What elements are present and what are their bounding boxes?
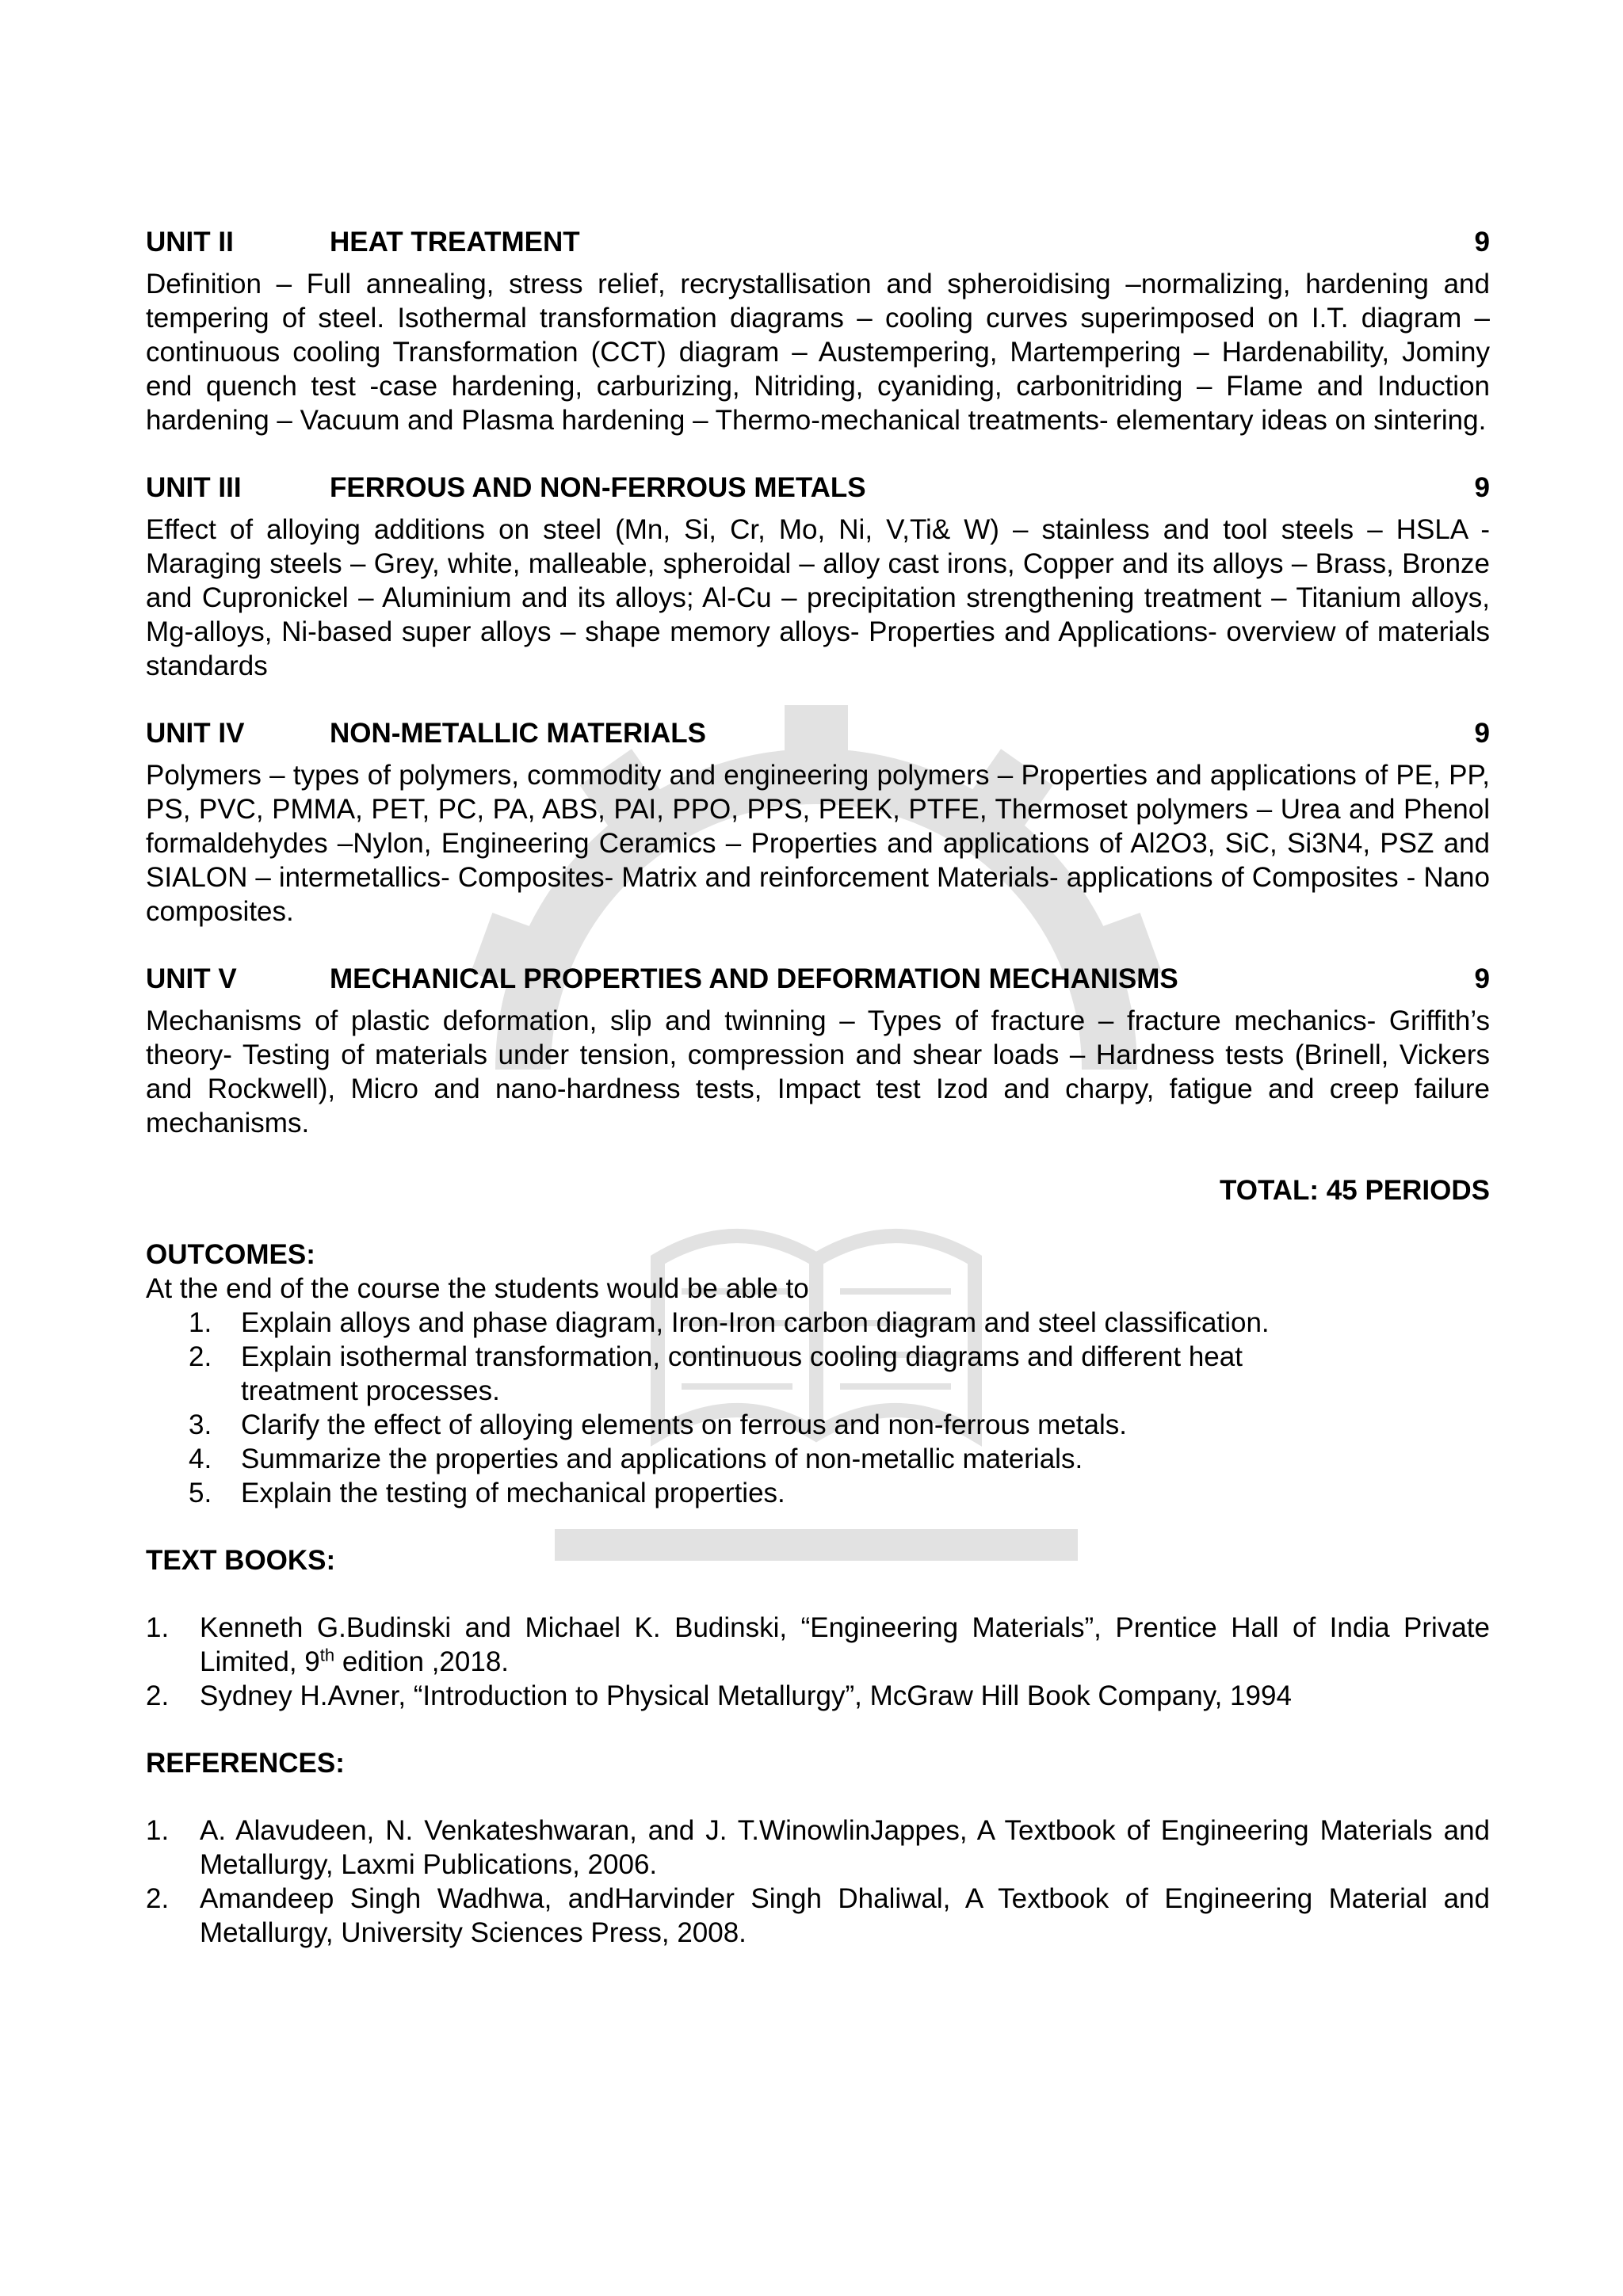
total-periods: TOTAL: 45 PERIODS [1220, 1175, 1490, 1206]
list-item [146, 1408, 1490, 1442]
unit-code: UNIT II [146, 227, 234, 257]
list-text: A. Alavudeen, N. Venkateshwaran, and J. T.WinowlinJappes, A Textbook of Engineering Materials and Metallurgy, Laxmi Publications, 2006. [200, 1815, 1490, 1880]
unit-heading [146, 225, 1490, 259]
unit-description: Polymers – types of polymers, commodity and engineering polymers – Properties and applications of PE, PP, PS, PVC, PMMA, PET, PC, PA, ABS, PAI, PPO, PPS, PEEK, PTFE, Thermoset polymers – Urea and Phenol formaldehydes –Nylon, Engineering Ceramics – Properties and applications of Al2O3, SiC, Si3N4, PSZ and SIALON – intermetallics- Composites- Matrix and reinforcement Materials- applications of Composites - Nano composites. [146, 760, 1490, 927]
unit-title: NON-METALLIC MATERIALS [330, 718, 707, 749]
unit-hours: 9 [1474, 227, 1490, 257]
unit-section [146, 716, 1490, 929]
references-heading: REFERENCES: [146, 1748, 345, 1779]
outcomes-heading: OUTCOMES: [146, 1239, 315, 1270]
textbooks-section [146, 1543, 1490, 1713]
list-item [146, 1306, 1490, 1340]
list-item [146, 1882, 1490, 1950]
superscript: th [319, 1645, 335, 1665]
outcomes-section [146, 1238, 1490, 1510]
unit-hours: 9 [1474, 718, 1490, 749]
unit-hours: 9 [1474, 472, 1490, 503]
document-page [146, 225, 1490, 1950]
outcomes-intro: At the end of the course the students would be able to [146, 1273, 809, 1304]
list-item [146, 1814, 1490, 1882]
list-number: 2. [146, 1883, 170, 1914]
unit-title: MECHANICAL PROPERTIES AND DEFORMATION MECHANISMS [330, 963, 1178, 994]
unit-heading [146, 962, 1490, 996]
unit-description: Mechanisms of plastic deformation, slip and twinning – Types of fracture – fracture mechanics- Griffith’s theory- Testing of materials under tension, compression and shear loads – Hardness tests (Brinell, Vickers and Rockwell), Micro and nano-hardness tests, Impact test Izod and charpy, fatigue and creep failure mechanisms. [146, 1005, 1490, 1138]
list-item [146, 1476, 1490, 1510]
unit-code: UNIT V [146, 963, 237, 994]
unit-description: Definition – Full annealing, stress relief, recrystallisation and spheroidising –normalizing, hardening and tempering of steel. Isothermal transformation diagrams – cooling curves superimposed on I.T. diagram – continuous cooling Transformation (CCT) diagram – Austempering, Martempering – Hardenability, Jominy end quench test -case hardening, carburizing, Nitriding, cyaniding, carbonitriding – Flame and Induction hardening – Vacuum and Plasma hardening – Thermo-mechanical treatments- elementary ideas on sintering. [146, 269, 1490, 436]
references-list [146, 1814, 1490, 1950]
list-text: Amandeep Singh Wadhwa, andHarvinder Singh Dhaliwal, A Textbook of Engineering Material and Metallurgy, University Sciences Press, 2008. [200, 1883, 1490, 1948]
list-number: 3. [189, 1409, 212, 1440]
unit-title: HEAT TREATMENT [330, 227, 580, 257]
list-item [146, 1340, 1490, 1408]
list-text: Summarize the properties and applications of non-metallic materials. [241, 1444, 1083, 1474]
list-item [146, 1679, 1490, 1713]
unit-section [146, 471, 1490, 683]
unit-section [146, 225, 1490, 437]
citation-text: Kenneth G.Budinski and Michael K. Budinski, “Engineering Materials”, Prentice Hall of India Private Limited, 9 [200, 1612, 1490, 1677]
list-text: Clarify the effect of alloying elements on ferrous and non-ferrous metals. [241, 1409, 1127, 1440]
list-number: 2. [146, 1680, 170, 1711]
textbooks-heading: TEXT BOOKS: [146, 1545, 336, 1576]
list-text: Explain the testing of mechanical properties. [241, 1478, 785, 1508]
outcomes-list [146, 1306, 1490, 1510]
list-text [200, 1679, 1490, 1713]
list-number: 1. [189, 1307, 212, 1338]
list-number: 1. [146, 1612, 170, 1643]
citation-text: edition ,2018. [334, 1646, 510, 1677]
textbooks-list [146, 1611, 1490, 1713]
list-item [146, 1442, 1490, 1476]
list-item [146, 1611, 1490, 1679]
unit-heading [146, 716, 1490, 750]
list-number: 5. [189, 1478, 212, 1508]
unit-code: UNIT IV [146, 718, 245, 749]
unit-section [146, 962, 1490, 1140]
unit-heading [146, 471, 1490, 505]
unit-hours: 9 [1474, 963, 1490, 994]
list-number: 2. [189, 1341, 212, 1372]
list-number: 1. [146, 1815, 170, 1846]
list-text: Explain alloys and phase diagram, Iron-Iron carbon diagram and steel classification. [241, 1307, 1270, 1338]
unit-description: Effect of alloying additions on steel (Mn, Si, Cr, Mo, Ni, V,Ti& W) – stainless and tool steels – HSLA - Maraging steels – Grey, white, malleable, spheroidal – alloy cast irons, Copper and its alloys – Brass, Bronze and Cupronickel – Aluminium and its alloys; Al-Cu – precipitation strengthening treatment – Titanium alloys, Mg-alloys, Ni-based super alloys – shape memory alloys- Properties and Applications- overview of materials standards [146, 514, 1490, 681]
citation-text: Sydney H.Avner, “Introduction to Physical Metallurgy”, McGraw Hill Book Company, 1994 [200, 1680, 1292, 1711]
list-number: 4. [189, 1444, 212, 1474]
unit-code: UNIT III [146, 472, 242, 503]
list-text: Explain isothermal transformation, continuous cooling diagrams and different heat treatment processes. [241, 1341, 1243, 1406]
unit-title: FERROUS AND NON-FERROUS METALS [330, 472, 866, 503]
list-text [200, 1611, 1490, 1679]
references-section [146, 1746, 1490, 1950]
